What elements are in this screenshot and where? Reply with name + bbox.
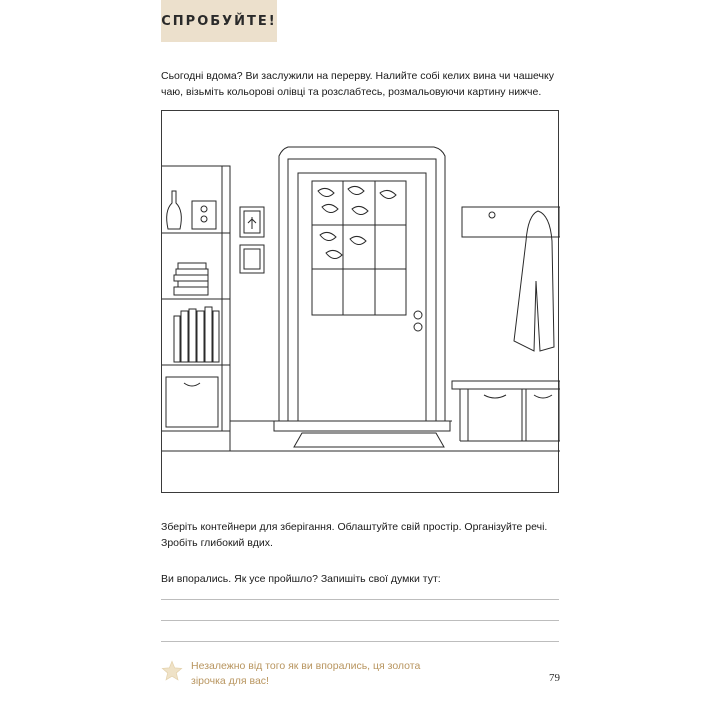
doormat [294,433,444,447]
gold-star-note: Незалежно від того як ви впорались, ця золота зірочка для вас! [191,660,421,687]
writing-line[interactable] [161,641,559,642]
intro-paragraph: Сьогодні вдома? Ви заслужили на перерву. Налийте собі келих вина чи чашечку чаю, візьміть кольорові олівці та розслабтесь, розмальовуючи картину нижче. [161,70,554,98]
bookshelf [162,166,230,451]
section-tag-label: СПРОБУЙТЕ! [161,13,277,29]
door [274,147,450,431]
bench [452,381,560,441]
writing-line[interactable] [161,599,559,600]
star-icon [161,660,183,682]
coat [514,211,554,351]
vase [167,191,182,229]
page-number: 79 [549,672,560,684]
writing-line[interactable] [161,620,559,621]
coat-hook [462,207,560,237]
reflection-prompt: Ви впорались. Як усе пройшло? Запишіть свої думки тут: [161,573,441,585]
instruction-paragraph: Зберіть контейнери для зберігання. Облаштуйте свій простір. Організуйте речі. Зробіть глибокий вдих. [161,521,548,549]
coloring-illustration [161,110,559,493]
section-tag [161,0,277,42]
